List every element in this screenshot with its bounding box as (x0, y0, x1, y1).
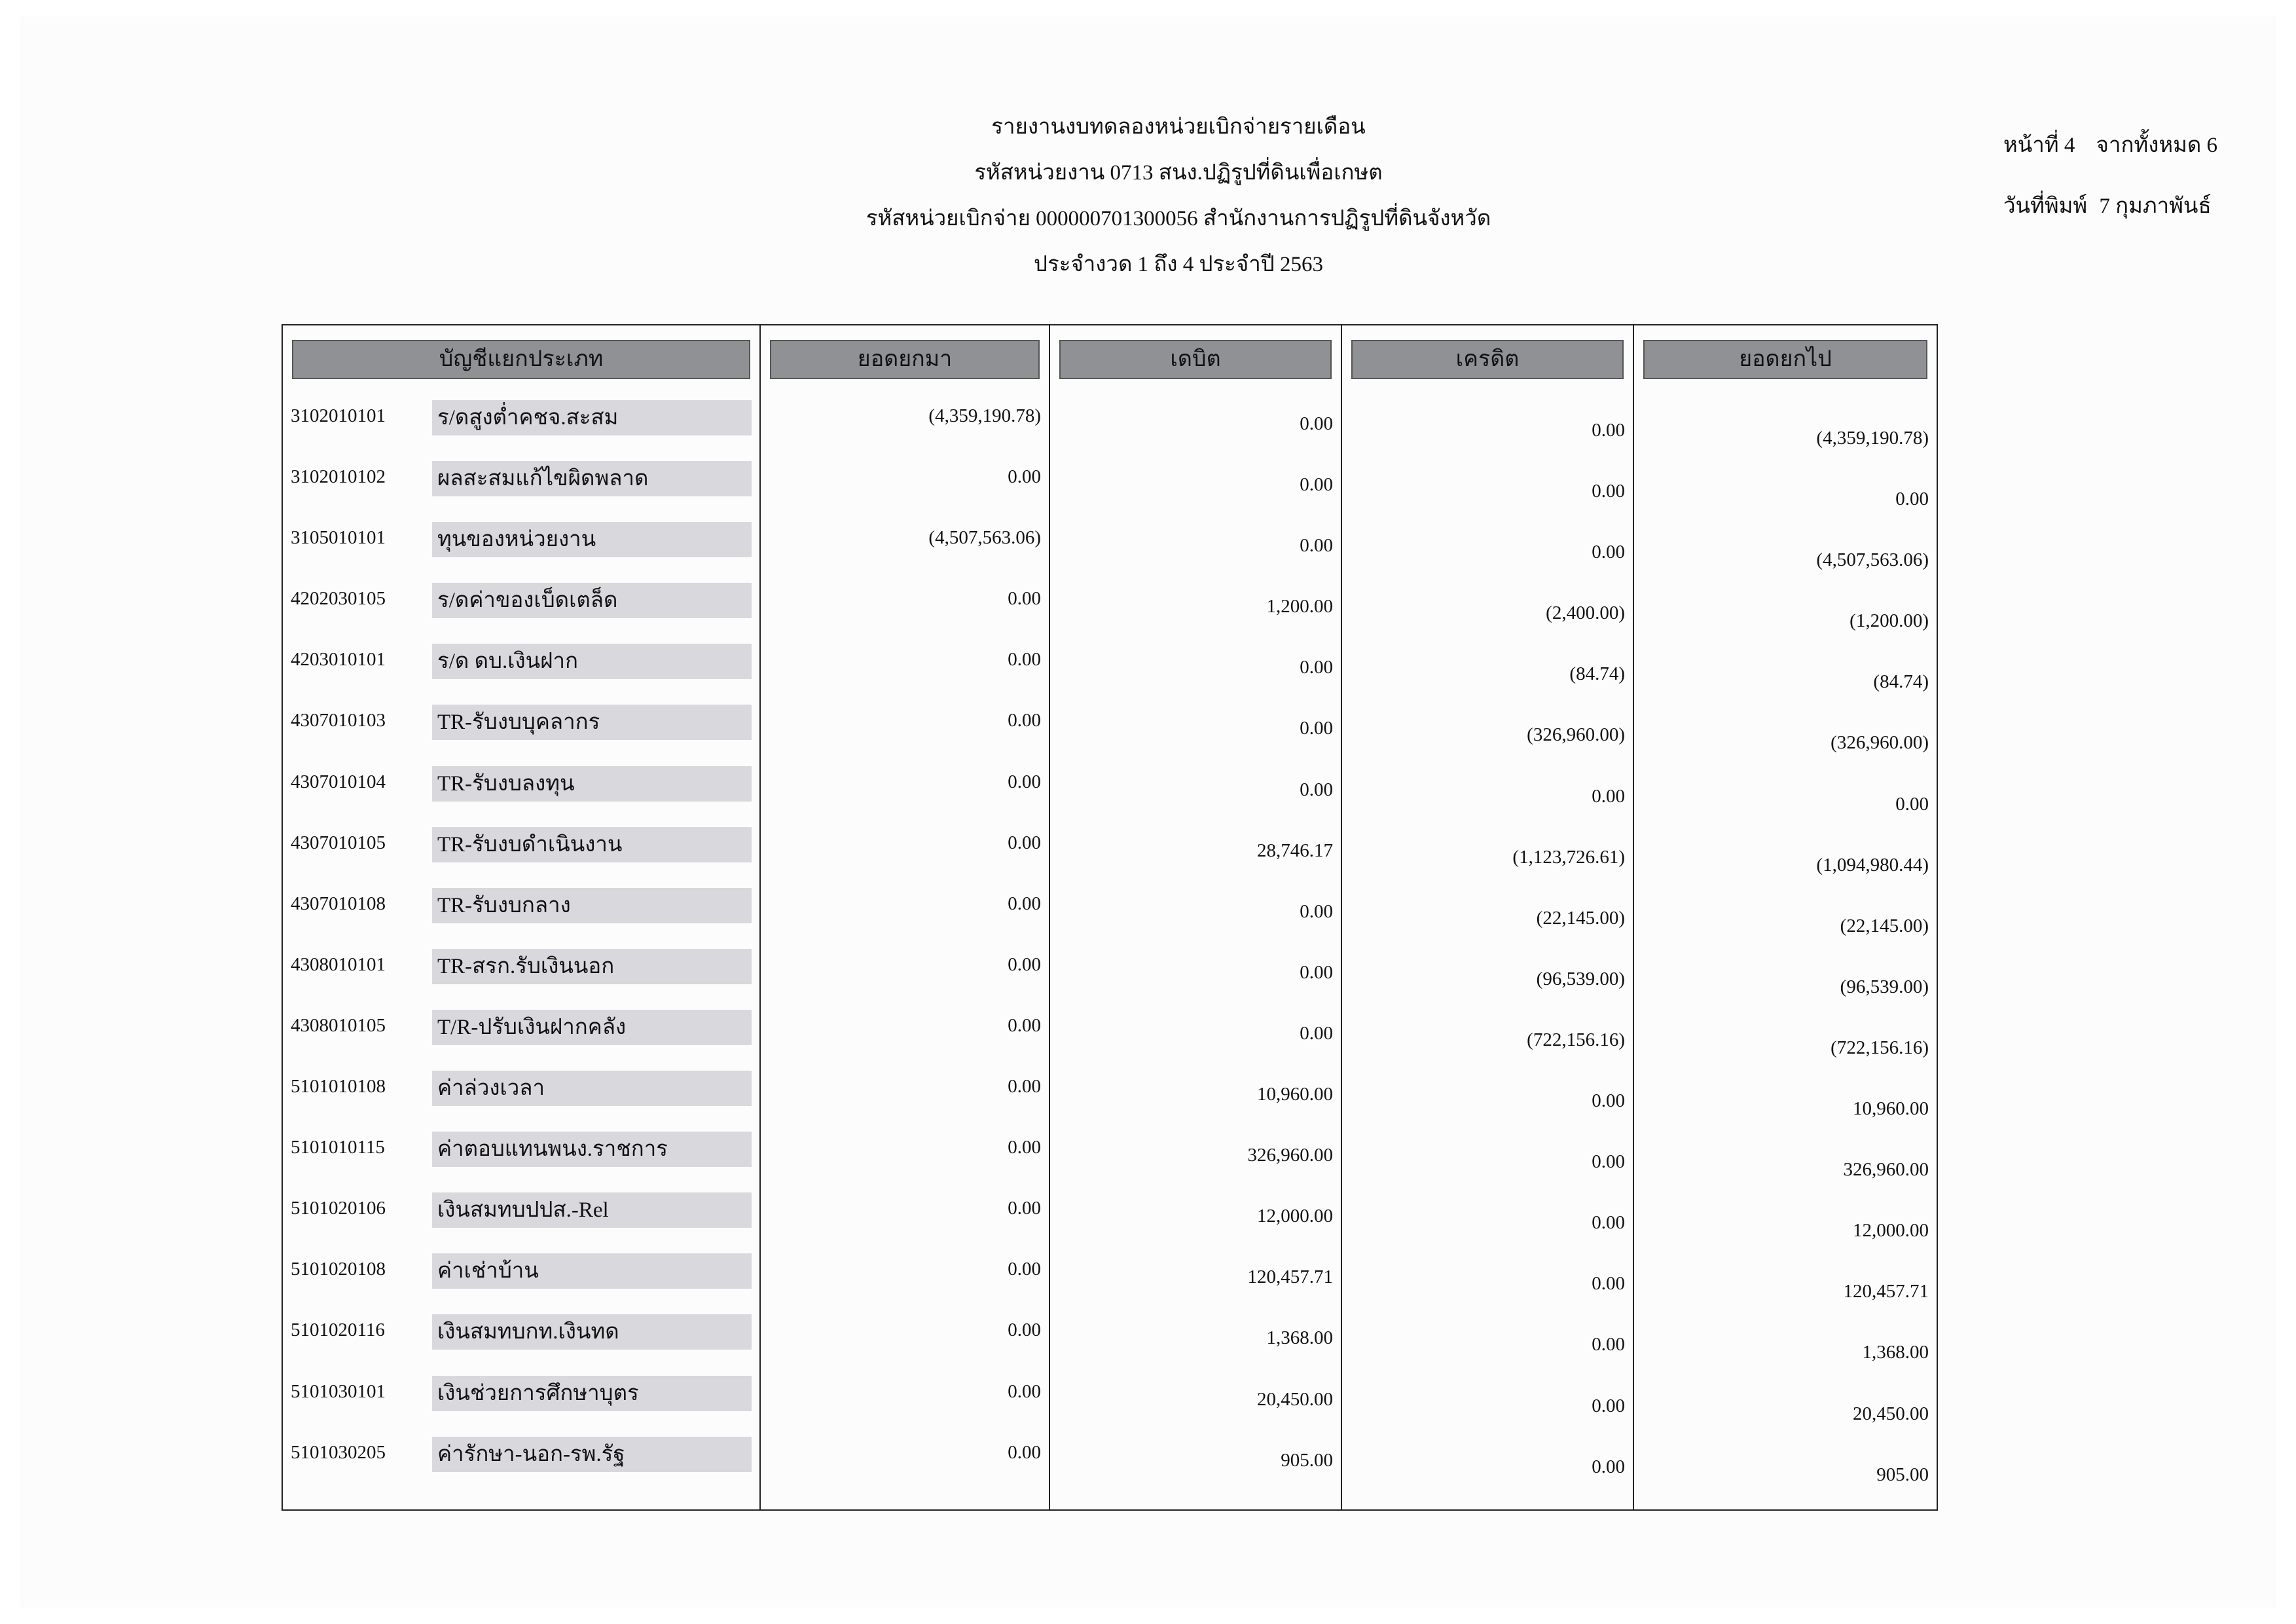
table-row-account (283, 449, 759, 510)
table-row-account (283, 571, 759, 632)
debit-amount: 28,746.17 (1257, 840, 1333, 861)
debit-column (1050, 325, 1342, 1509)
closing-balance: (4,507,563.06) (1816, 549, 1929, 571)
table-row-account (283, 388, 759, 449)
debit-amount: 120,457.71 (1247, 1266, 1333, 1288)
table-row-opening (761, 815, 1049, 876)
account-name: ร/ดค่าของเบ็ดเตล็ด (437, 589, 618, 613)
opening-balance: 0.00 (1008, 1137, 1041, 1158)
credit-amount: 0.00 (1592, 785, 1625, 807)
account-name: ค่าตอบแทนพนง.ราชการ (437, 1137, 668, 1162)
table-row-closing (1634, 998, 1937, 1059)
table-row-debit (1050, 449, 1341, 510)
unit-line: รหัสหน่วยงาน 0713 สนง.ปฏิรูปที่ดินเพื่อเกษต (974, 161, 1383, 185)
print-date-label: วันที่พิมพ์ (2003, 194, 2088, 219)
table-row-closing (1634, 388, 1937, 449)
account-name: ผลสะสมแก้ไขผิดพลาด (437, 467, 649, 491)
trial-balance-table (282, 324, 1938, 1511)
column-header-opening: ยอดยกมา (770, 340, 1040, 379)
account-name: TR-รับงบกลาง (437, 893, 571, 917)
credit-amount: 0.00 (1592, 1273, 1625, 1295)
account-name: T/R-ปรับเงินฝากคลัง (437, 1015, 627, 1039)
credit-column (1342, 325, 1634, 1509)
print-date: 7 กุมภาพันธ์ (2099, 194, 2212, 219)
table-row-opening (761, 876, 1049, 937)
account-name: TR-รับงบบุคลากร (437, 710, 600, 735)
closing-balance: (326,960.00) (1831, 732, 1929, 754)
table-row-credit (1342, 1302, 1633, 1363)
column-header-closing: ยอดยกไป (1643, 340, 1927, 379)
debit-amount: 0.00 (1300, 718, 1333, 739)
page-number: หน้าที่ 4 (2003, 134, 2075, 157)
table-row-closing (1634, 937, 1937, 998)
account-name: ค่าล่วงเวลา (437, 1077, 545, 1101)
closing-balance: (1,094,980.44) (1816, 854, 1929, 876)
closing-balance: (22,145.00) (1840, 915, 1929, 936)
opening-column (761, 325, 1050, 1509)
table-row-closing (1634, 1364, 1937, 1425)
table-row-opening (761, 510, 1049, 571)
table-row-debit (1050, 693, 1341, 754)
account-code: 5101020108 (291, 1259, 386, 1280)
credit-amount: (1,123,726.61) (1512, 846, 1625, 868)
table-row-credit (1342, 754, 1633, 815)
opening-balance: 0.00 (1008, 588, 1041, 610)
credit-amount: (84.74) (1569, 663, 1625, 685)
credit-amount: (722,156.16) (1527, 1029, 1625, 1050)
closing-balance: 326,960.00 (1843, 1159, 1929, 1181)
table-row-debit (1050, 1425, 1341, 1486)
table-row-account (283, 510, 759, 571)
table-row-debit (1050, 571, 1341, 632)
closing-balance: (722,156.16) (1831, 1037, 1929, 1058)
table-row-opening (761, 449, 1049, 510)
account-name: ร/ด ดบ.เงินฝาก (437, 650, 578, 674)
table-row-credit (1342, 1364, 1633, 1425)
opening-balance: 0.00 (1008, 1198, 1041, 1219)
account-code: 4307010104 (291, 771, 386, 792)
opening-balance: 0.00 (1008, 1380, 1041, 1402)
table-row-credit (1342, 571, 1633, 632)
opening-balance: 0.00 (1008, 771, 1041, 792)
credit-amount: 0.00 (1592, 1334, 1625, 1356)
account-code: 4308010101 (291, 953, 386, 975)
table-row-opening (761, 1364, 1049, 1425)
table-row-closing (1634, 754, 1937, 815)
debit-amount: 12,000.00 (1257, 1206, 1333, 1227)
closing-balance: 10,960.00 (1853, 1098, 1929, 1120)
opening-balance: 0.00 (1008, 1441, 1041, 1463)
debit-amount: 1,200.00 (1266, 596, 1333, 618)
account-code: 4307010103 (291, 710, 386, 731)
account-code: 5101010115 (291, 1137, 385, 1158)
opening-balance: 0.00 (1008, 466, 1041, 488)
closing-balance: 20,450.00 (1853, 1403, 1929, 1424)
table-row-debit (1050, 754, 1341, 815)
closing-balance: 1,368.00 (1862, 1342, 1929, 1363)
table-row-credit (1342, 1181, 1633, 1242)
table-row-closing (1634, 1120, 1937, 1181)
table-row-credit (1342, 1242, 1633, 1302)
table-row-debit (1050, 1181, 1341, 1242)
table-row-account (283, 632, 759, 693)
credit-amount: 0.00 (1592, 1212, 1625, 1234)
table-row-account (283, 998, 759, 1059)
table-row-debit (1050, 876, 1341, 937)
closing-balance: 905.00 (1876, 1464, 1929, 1485)
closing-column (1634, 325, 1937, 1509)
table-row-opening (761, 937, 1049, 998)
table-row-account (283, 754, 759, 815)
table-row-account (283, 1242, 759, 1302)
credit-amount: (22,145.00) (1536, 907, 1625, 929)
table-row-closing (1634, 571, 1937, 632)
opening-balance: 0.00 (1008, 953, 1041, 975)
debit-amount: 0.00 (1300, 535, 1333, 557)
table-row-credit (1342, 693, 1633, 754)
credit-amount: (2,400.00) (1546, 602, 1625, 624)
closing-balance: (4,359,190.78) (1816, 428, 1929, 449)
account-code: 3105010101 (291, 527, 386, 549)
account-name: TR-สรก.รับเงินนอก (437, 954, 615, 978)
credit-amount: 0.00 (1592, 1395, 1625, 1416)
debit-amount: 0.00 (1300, 413, 1333, 434)
page-total: จากทั้งหมด 6 (2096, 134, 2218, 157)
table-row-closing (1634, 449, 1937, 510)
account-name: เงินช่วยการศึกษาบุตร (437, 1381, 639, 1405)
table-row-opening (761, 571, 1049, 632)
table-row-credit (1342, 998, 1633, 1059)
table-row-opening (761, 632, 1049, 693)
account-code: 4203010101 (291, 649, 386, 671)
table-row-debit (1050, 1364, 1341, 1425)
credit-amount: (96,539.00) (1536, 968, 1625, 989)
account-code: 3102010101 (291, 405, 386, 426)
table-row-credit (1342, 876, 1633, 937)
account-name: ร/ดสูงต่ำคชจ.สะสม (437, 406, 619, 430)
credit-amount: 0.00 (1592, 1456, 1625, 1477)
table-row-opening (761, 1302, 1049, 1363)
closing-balance: (84.74) (1873, 671, 1929, 693)
page-meta (2003, 132, 2265, 253)
account-code: 5101010108 (291, 1076, 386, 1098)
table-row-closing (1634, 510, 1937, 571)
table-row-debit (1050, 815, 1341, 876)
closing-balance: 0.00 (1895, 489, 1929, 510)
period-line: ประจำงวด 1 ถึง 4 ประจำปี 2563 (1034, 253, 1323, 276)
table-row-credit (1342, 632, 1633, 693)
closing-balance: 120,457.71 (1843, 1281, 1929, 1302)
table-row-closing (1634, 876, 1937, 937)
closing-balance: 12,000.00 (1853, 1220, 1929, 1242)
account-column (283, 325, 761, 1509)
column-header-credit: เครดิต (1351, 340, 1624, 379)
account-code: 3102010102 (291, 466, 386, 488)
table-row-account (283, 815, 759, 876)
table-row-debit (1050, 388, 1341, 449)
closing-balance: (96,539.00) (1840, 976, 1929, 997)
debit-amount: 20,450.00 (1257, 1388, 1333, 1410)
account-code: 4202030105 (291, 588, 386, 610)
table-row-account (283, 1120, 759, 1181)
table-row-debit (1050, 937, 1341, 998)
account-code: 5101020116 (291, 1320, 385, 1341)
credit-amount: (326,960.00) (1527, 724, 1625, 746)
table-row-closing (1634, 1242, 1937, 1302)
closing-balance: 0.00 (1895, 793, 1929, 815)
table-row-opening (761, 1120, 1049, 1181)
credit-amount: 0.00 (1592, 420, 1625, 441)
table-row-debit (1050, 1302, 1341, 1363)
table-row-opening (761, 1181, 1049, 1242)
account-code: 4308010105 (291, 1014, 386, 1036)
opening-balance: 0.00 (1008, 1076, 1041, 1098)
table-row-debit (1050, 1120, 1341, 1181)
credit-amount: 0.00 (1592, 542, 1625, 563)
table-row-debit (1050, 1242, 1341, 1302)
table-row-account (283, 876, 759, 937)
credit-amount: 0.00 (1592, 1151, 1625, 1173)
debit-amount: 0.00 (1300, 779, 1333, 800)
account-code: 5101030101 (291, 1380, 386, 1402)
table-row-account (283, 1059, 759, 1120)
account-name: เงินสมทบปปส.-Rel (437, 1198, 609, 1223)
credit-amount: 0.00 (1592, 1090, 1625, 1112)
table-row-account (283, 1364, 759, 1425)
table-row-opening (761, 754, 1049, 815)
table-row-credit (1342, 1059, 1633, 1120)
table-row-account (283, 1302, 759, 1363)
table-row-credit (1342, 510, 1633, 571)
report-header (674, 115, 1683, 298)
debit-amount: 905.00 (1281, 1449, 1333, 1471)
table-row-credit (1342, 388, 1633, 449)
account-code: 4307010105 (291, 832, 386, 853)
debit-amount: 10,960.00 (1257, 1084, 1333, 1105)
debit-amount: 326,960.00 (1247, 1145, 1333, 1166)
disbursing-unit-line: รหัสหน่วยเบิกจ่าย 000000701300056 สำนักงานการปฏิรูปที่ดินจังหวัด (866, 207, 1491, 231)
column-header-account: บัญชีแยกประเภท (292, 340, 750, 379)
account-code: 4307010108 (291, 893, 386, 914)
table-row-credit (1342, 815, 1633, 876)
table-row-closing (1634, 1425, 1937, 1486)
table-row-closing (1634, 815, 1937, 876)
table-row-opening (761, 388, 1049, 449)
debit-amount: 0.00 (1300, 900, 1333, 922)
table-row-account (283, 693, 759, 754)
table-row-opening (761, 1242, 1049, 1302)
table-row-account (283, 937, 759, 998)
debit-amount: 0.00 (1300, 1022, 1333, 1044)
debit-amount: 0.00 (1300, 474, 1333, 496)
page (20, 16, 2276, 1608)
report-title: รายงานงบทดลองหน่วยเบิกจ่ายรายเดือน (991, 115, 1366, 139)
debit-amount: 0.00 (1300, 657, 1333, 678)
table-row-account (283, 1181, 759, 1242)
table-row-debit (1050, 510, 1341, 571)
table-row-closing (1634, 1059, 1937, 1120)
account-name: ค่ารักษา-นอก-รพ.รัฐ (437, 1442, 625, 1466)
account-name: ค่าเช่าบ้าน (437, 1259, 539, 1283)
opening-balance: (4,507,563.06) (928, 527, 1041, 549)
account-name: เงินสมทบกท.เงินทด (437, 1320, 619, 1344)
table-row-opening (761, 1059, 1049, 1120)
table-row-closing (1634, 1302, 1937, 1363)
table-row-debit (1050, 1059, 1341, 1120)
table-row-account (283, 1425, 759, 1486)
closing-balance: (1,200.00) (1850, 610, 1929, 632)
table-row-credit (1342, 449, 1633, 510)
table-row-debit (1050, 998, 1341, 1059)
table-row-debit (1050, 632, 1341, 693)
opening-balance: 0.00 (1008, 832, 1041, 853)
table-row-opening (761, 998, 1049, 1059)
table-row-closing (1634, 632, 1937, 693)
debit-amount: 0.00 (1300, 961, 1333, 983)
debit-amount: 1,368.00 (1266, 1327, 1333, 1349)
opening-balance: 0.00 (1008, 649, 1041, 671)
table-row-closing (1634, 693, 1937, 754)
table-row-credit (1342, 1120, 1633, 1181)
account-code: 5101030205 (291, 1441, 386, 1463)
opening-balance: 0.00 (1008, 710, 1041, 731)
column-header-debit: เดบิต (1059, 340, 1332, 379)
table-row-opening (761, 1425, 1049, 1486)
table-row-closing (1634, 1181, 1937, 1242)
opening-balance: 0.00 (1008, 893, 1041, 914)
table-row-opening (761, 693, 1049, 754)
opening-balance: 0.00 (1008, 1014, 1041, 1036)
opening-balance: 0.00 (1008, 1259, 1041, 1280)
account-name: TR-รับงบลงทุน (437, 771, 575, 796)
account-name: TR-รับงบดำเนินงาน (437, 832, 623, 857)
credit-amount: 0.00 (1592, 481, 1625, 502)
opening-balance: (4,359,190.78) (928, 405, 1041, 426)
opening-balance: 0.00 (1008, 1320, 1041, 1341)
table-row-credit (1342, 937, 1633, 998)
table-row-credit (1342, 1425, 1633, 1486)
account-name: ทุนของหน่วยงาน (437, 528, 596, 552)
account-code: 5101020106 (291, 1198, 386, 1219)
